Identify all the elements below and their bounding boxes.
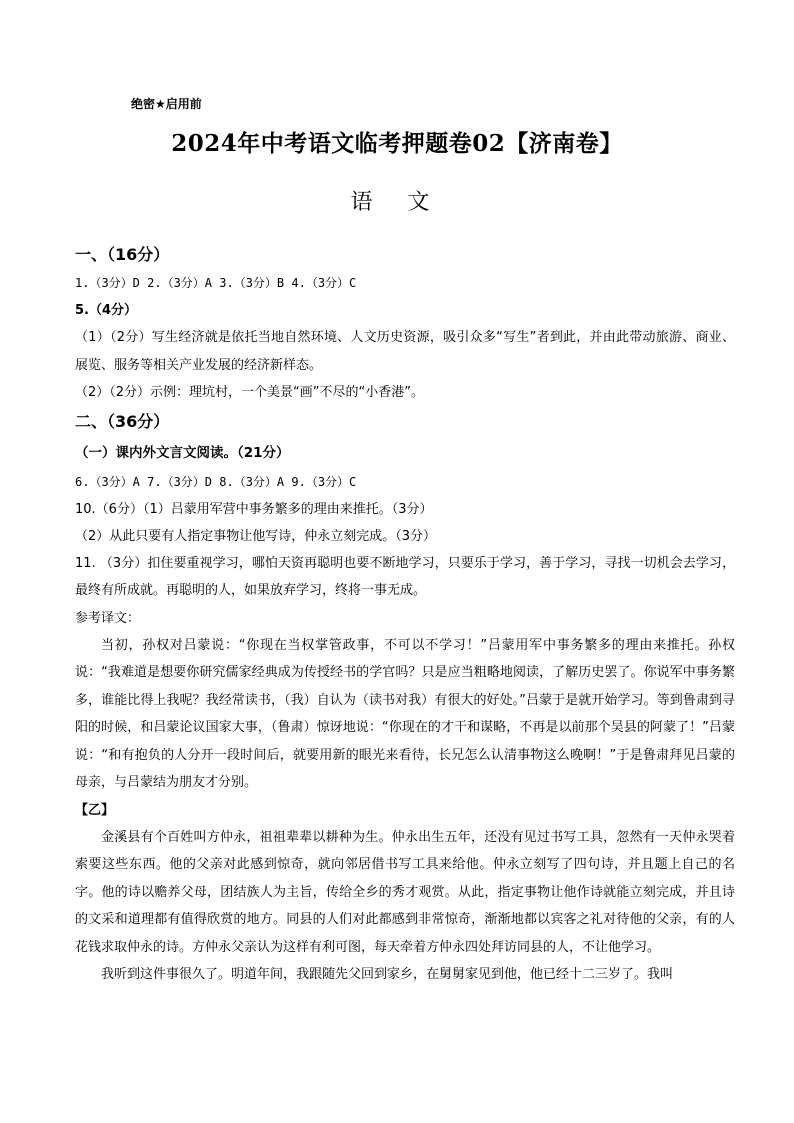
subsection-1-heading: （一）课内外文言文阅读。（21分） bbox=[75, 444, 290, 461]
translation-last-paragraph: 我听到这件事很久了。明道年间，我跟随先父回到家乡，在舅舅家见到他，他已经十二三岁了。我叫 bbox=[101, 967, 674, 982]
question-10-part-2: （2）从此只要有人指定事物让他写诗，仲永立刻完成。（3分） bbox=[75, 528, 437, 544]
translation-yi-paragraph: 金溪县有个百姓叫方仲永，祖祖辈辈以耕种为生。仲永出生五年，还没有见过书写工具，忽然有一天仲永哭着索要这些东西。他的父亲对此感到惊奇，就向邻居借书写工具来给他。仲永立刻写了四句诗，并且题上自己的名字。他的诗以赡养父母，团结族人为主旨，传给全乡的秀才观赏。从此，指定事物让他作诗就能立刻完成，并且诗的文采和道理都有值得欣赏的地方。同县的人们对此都感到非常惊奇，渐渐地都以宾客之礼对待他的父亲，有的人花钱求取仲永的诗。方仲永父亲认为这样有利可图，每天牵着方仲永四处拜访同县的人，不让他学习。 bbox=[75, 829, 735, 955]
translation-jia-paragraph: 当初，孙权对吕蒙说：“你现在当权掌管政事，不可以不学习！”吕蒙用军中事务繁多的理由来推托。孙权说：“我难道是想要你研究儒家经典成为传授经书的学官吗？只是应当粗略地阅读，了解历史罢了。你说军中事务繁多，谁能比得上我呢？我经常读书，（我）自认为（读书对我）有很大的好处。”吕蒙于是就开始学习。等到鲁肃到寻阳的时候，和吕蒙论议国家大事，（鲁肃）惊讶地说：“你现在的才干和谋略，不再是以前那个吴县的阿蒙了！”吕蒙说：“和有抱负的人分开一段时间后，就要用新的眼光来看待，长兄怎么认清事物这么晚啊！”于是鲁肃拜见吕蒙的母亲，与吕蒙结为朋友才分别。 bbox=[75, 637, 735, 790]
question-10-part-1: 10.（6分）（1）吕蒙用军营中事务繁多的理由来推托。（3分） bbox=[75, 501, 433, 517]
secret-label: 绝密★启用前 bbox=[131, 97, 202, 111]
answers-6-9: 6.（3分）A 7.（3分）D 8.（3分）A 9.（3分）C bbox=[75, 474, 357, 489]
section-1-heading: 一、（16分） bbox=[75, 245, 170, 264]
subject-title: 语 文 bbox=[350, 190, 444, 215]
page-title: 2024年中考语文临考押题卷02【济南卷】 bbox=[171, 130, 623, 157]
section-2-heading: 二、（36分） bbox=[75, 411, 170, 431]
question-5-part-2: （2）（2分）示例：理坑村，一个美景“画”不尽的“小香港”。 bbox=[75, 385, 424, 400]
question-5-heading: 5.（4分） bbox=[75, 303, 138, 318]
answer-content bbox=[75, 240, 735, 989]
reference-translation-label: 参考译文： bbox=[75, 610, 141, 626]
question-5-part-1: （1）（2分）写生经济就是依托当地自然环境、人文历史资源，吸引众多“写生”者到此，并由此带动旅游、商业、展览、服务等相关产业发展的经济新样态。 bbox=[75, 330, 735, 373]
answers-1-4: 1.（3分）D 2.（3分）A 3.（3分）B 4.（3分）C bbox=[75, 276, 357, 290]
yi-label: 【乙】 bbox=[75, 802, 115, 818]
question-11: 11. （3分）扣住要重视学习，哪怕天资再聪明也要不断地学习，只要乐于学习，善于学习，寻找一切机会去学习，最终有所成就。再聪明的人，如果放弃学习，终将一事无成。 bbox=[75, 555, 735, 598]
